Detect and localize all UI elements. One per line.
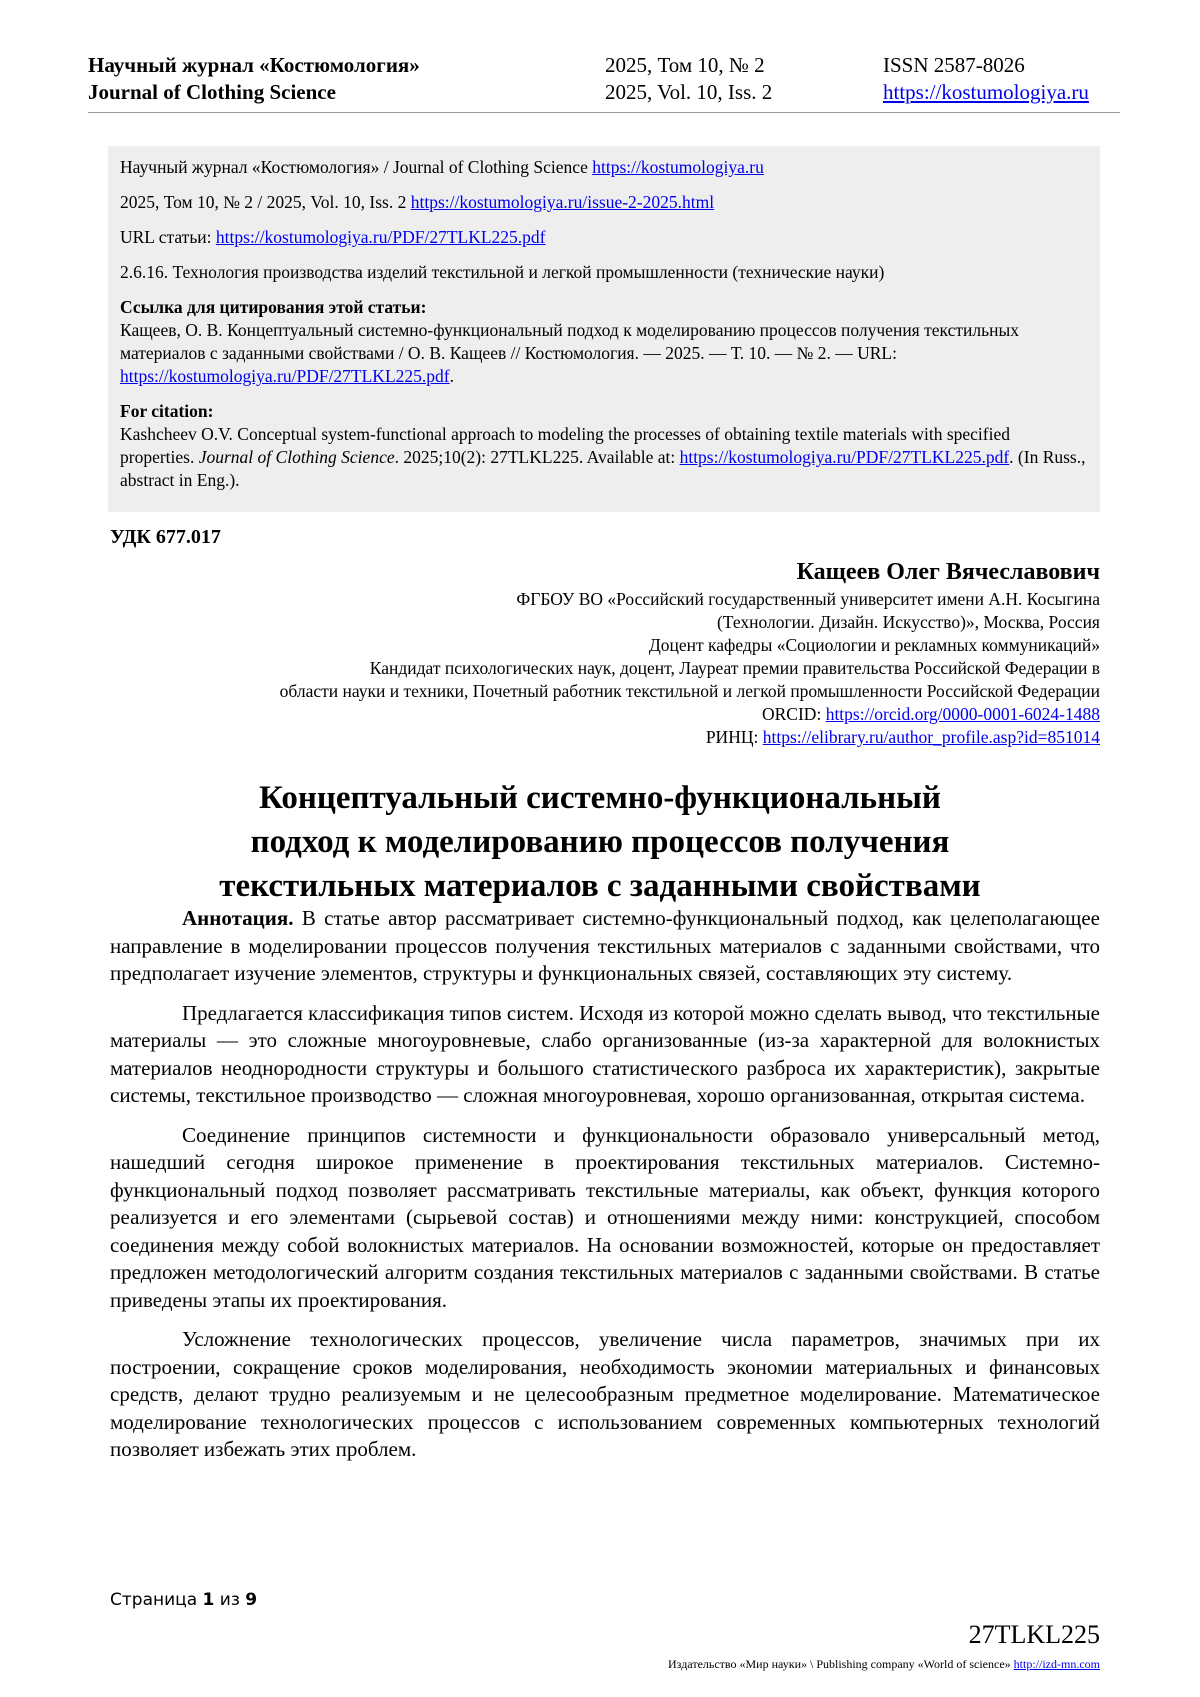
page-number: Страница 1 из 9: [110, 1590, 258, 1610]
cite-en-title: For citation:: [120, 401, 214, 421]
cite-ru-link[interactable]: https://kostumologiya.ru/PDF/27TLKL225.pdf: [120, 366, 450, 386]
meta-issue-link[interactable]: https://kostumologiya.ru/issue-2-2025.html: [410, 192, 715, 212]
cite-en-journal: Journal of Clothing Science: [198, 447, 395, 467]
abstract-paragraph-1: Аннотация. В статье автор рассматривает системно-функциональный подход, как целеполагающее направление в моделировании процессов получения текстильных материалов с заданными свойствами, что предполагает изучение элементов, структуры и функциональных связей, составляющих эту систему.: [110, 906, 1100, 985]
cite-en-link[interactable]: https://kostumologiya.ru/PDF/27TLKL225.pdf: [679, 447, 1010, 467]
cite-en: For citation: Kashcheev O.V. Conceptual system-functional approach to modeling the processes of obtaining textile materials with specified properties. Journal of Clothing Science. 2025;10(2): 27TLKL225. Available at: https://kostumologiya.ru/PDF/27TLKL225.pdf. (In Russ., abstract in Eng.).: [120, 401, 1086, 490]
publisher-line: Издательство «Мир науки» \ Publishing company «World of science» http://izd-mn.com: [668, 1657, 1100, 1671]
udc-code: УДК 677.017: [110, 526, 221, 548]
meta-issue-line: 2025, Том 10, № 2 / 2025, Vol. 10, Iss. 2 https://kostumologiya.ru/issue-2-2025.html: [120, 192, 715, 212]
orcid-link[interactable]: https://orcid.org/0000-0001-6024-1488: [825, 704, 1100, 724]
header-journal-en: Journal of Clothing Science: [88, 80, 336, 104]
author-orcid: ORCID: https://orcid.org/0000-0001-6024-1488: [762, 704, 1100, 724]
header-issn-block: [883, 52, 1089, 106]
publisher-link[interactable]: http://izd-mn.com: [1013, 1657, 1100, 1671]
author-name: Кащеев Олег Вячеславович: [796, 559, 1100, 585]
author-block: [100, 556, 1100, 749]
meta-article-link[interactable]: https://kostumologiya.ru/PDF/27TLKL225.pdf: [215, 227, 546, 247]
author-degree-2: области науки и техники, Почетный работник текстильной и легкой промышленности Российской Федерации: [279, 681, 1100, 701]
author-degree-1: Кандидат психологических наук, доцент, Лауреат премии правительства Российской Федерации в: [369, 658, 1100, 678]
article-title: [100, 776, 1100, 908]
header-journal: [88, 52, 420, 106]
cite-ru-text: Кащеев, О. В. Концептуальный системно-функциональный подход к моделированию процессов получения текстильных материалов с заданными свойствами / О. В. Кащеев // Костюмология. — 2025. — Т. 10. — № 2. — URL:: [120, 320, 1019, 363]
header-issue-en: 2025, Vol. 10, Iss. 2: [605, 80, 773, 104]
author-affiliation-2: (Технологии. Дизайн. Искусство)», Москва, Россия: [716, 612, 1100, 632]
abstract-paragraph-4: Усложнение технологических процессов, увеличение числа параметров, значимых при их построении, сокращение сроков моделирования, необходимость экономии материальных и финансовых средств, делают трудно реализуемым и не целесообразным предметное моделирование. Математическое моделирование технологических процессов с использованием современных компьютерных технологий позволяет избежать этих проблем.: [110, 1327, 1100, 1461]
cite-ru-title: Ссылка для цитирования этой статьи:: [120, 297, 427, 317]
header-issue: [605, 52, 772, 106]
author-rinc: РИНЦ: https://elibrary.ru/author_profile.asp?id=851014: [705, 727, 1100, 747]
title-line-2: подход к моделированию процессов получения: [250, 824, 950, 860]
header-journal-ru: Научный журнал «Костюмология»: [88, 53, 420, 77]
author-affiliation-1: ФГБОУ ВО «Российский государственный университет имени А.Н. Косыгина: [516, 589, 1100, 609]
abstract-paragraph-3: Соединение принципов системности и функциональности образовало универсальный метод, нашедший сегодня широкое применение в проектирования текстильных материалов. Системно-функциональный подход позволяет рассматривать текстильные материалы, как объект, функция которого реализуется и его элементами (сырьевой состав) и отношениями между ними: конструкцией, способом соединения между собой волокнистых материалов. На основании возможностей, которые он предоставляет предложен методологический алгоритм создания текстильных материалов с заданными свойствами. В статье приведены этапы их проектирования.: [110, 1122, 1100, 1312]
abstract-paragraph-2: Предлагается классификация типов систем. Исходя из которой можно сделать вывод, что текстильные материалы — это сложные многоуровневые, слабо организованные (из-за характерной для волокнистых материалов неоднородности структуры и большого статистического разброса их характеристик), закрытые системы, текстильное производство — сложная многоуровневая, хорошо организованная, открытая система.: [110, 1000, 1100, 1107]
cite-ru: Ссылка для цитирования этой статьи: Кащеев, О. В. Концептуальный системно-функциональный подход к моделированию процессов получения текстильных материалов с заданными свойствами / О. В. Кащеев // Костюмология. — 2025. — Т. 10. — № 2. — URL: https://kostumologiya.ru/PDF/27TLKL225.pdf.: [120, 297, 1019, 386]
header-issue-ru: 2025, Том 10, № 2: [605, 53, 765, 77]
title-line-3: текстильных материалов с заданными свойствами: [219, 868, 981, 904]
header-site-link[interactable]: https://kostumologiya.ru: [883, 80, 1089, 104]
author-position: Доцент кафедры «Социологии и рекламных коммуникаций»: [648, 635, 1100, 655]
abstract-label: Аннотация.: [182, 906, 294, 930]
cite-en-text: Kashcheev O.V. Conceptual system-functional approach to modeling the processes of obtaining textile materials with specified properties.: [120, 424, 1010, 467]
citation-box: [108, 146, 1100, 512]
meta-speciality-line: 2.6.16. Технология производства изделий текстильной и легкой промышленности (технические науки): [120, 262, 885, 282]
running-header: [88, 52, 1120, 113]
title-line-1: Концептуальный системно-функциональный: [259, 780, 941, 816]
rinc-link[interactable]: https://elibrary.ru/author_profile.asp?id=851014: [762, 727, 1100, 747]
abstract: [110, 905, 1100, 1476]
meta-url-line: URL статьи: https://kostumologiya.ru/PDF/27TLKL225.pdf: [120, 227, 546, 247]
header-issn: ISSN 2587-8026: [883, 53, 1025, 77]
article-code: 27TLKL225: [968, 1620, 1100, 1649]
meta-journal-line: Научный журнал «Костюмология» / Journal of Clothing Science https://kostumologiya.ru: [120, 157, 764, 177]
meta-journal-link[interactable]: https://kostumologiya.ru: [592, 157, 764, 177]
